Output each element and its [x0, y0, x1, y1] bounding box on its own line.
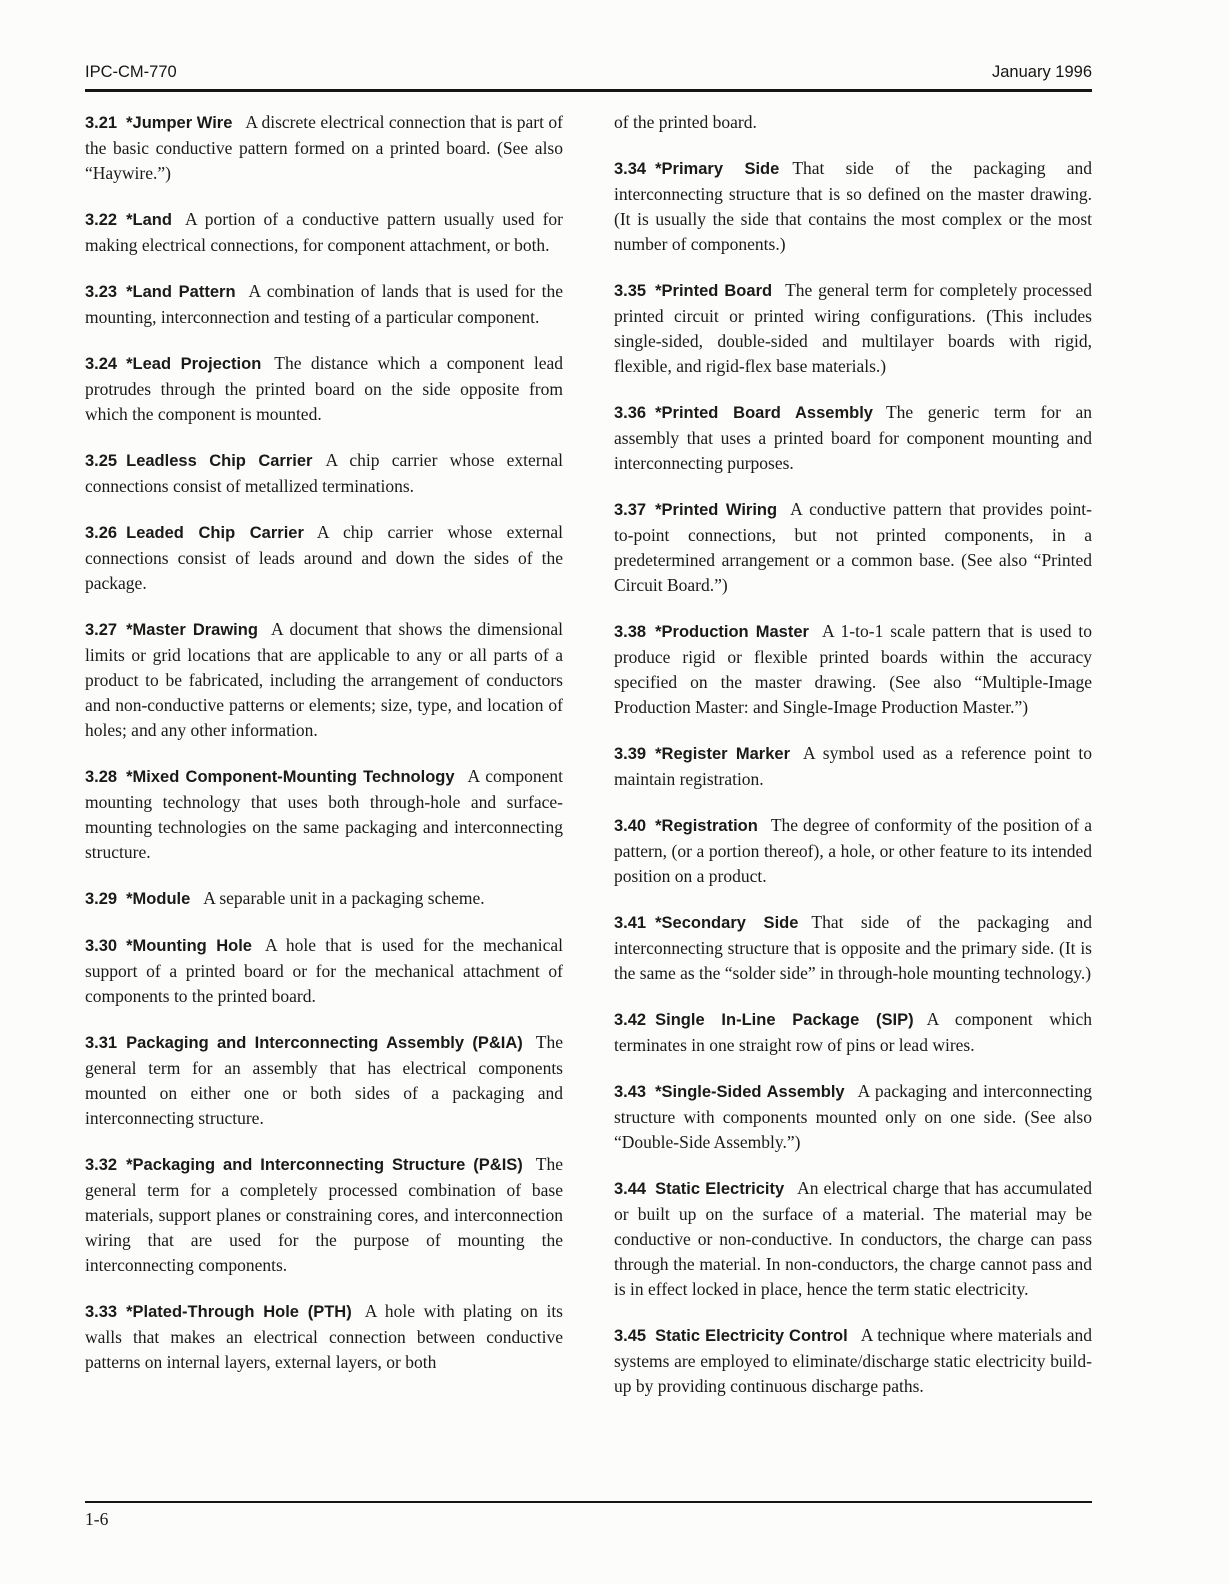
section-number: 3.35 [614, 282, 647, 300]
definition-text: A conductive pattern that provides point-to-point connections, but not printed components, in a predetermined arrangement or a common base. (See also “Printed Circuit Board.”) [614, 499, 1092, 595]
term-name: *Printed Board Assembly [655, 404, 873, 422]
document-id: IPC-CM-770 [85, 63, 177, 81]
definition-text: A combination of lands that is used for the mounting, interconnection and testing of a particular component. [85, 281, 563, 327]
definition-text: That side of the packaging and interconnecting structure that is so defined on the master drawing. (It is usually the side that contains the most complex or the most number of components.) [614, 158, 1092, 254]
term-name: *Land Pattern [126, 283, 236, 301]
definition-entry [614, 1079, 1092, 1155]
definition-text: A hole with plating on its walls that makes an electrical connection between conductive patterns on internal layers, external layers, or both [85, 1301, 563, 1372]
term-name: *Printed Wiring [655, 501, 778, 519]
section-number: 3.32 [85, 1156, 118, 1174]
definition-entry [614, 497, 1092, 598]
term-name: Single In-Line Package (SIP) [655, 1011, 914, 1029]
continuation-text: of the printed board. [614, 112, 757, 132]
section-number: 3.31 [85, 1034, 118, 1052]
definition-entry [614, 741, 1092, 792]
definition-entry [614, 813, 1092, 889]
definition-text: A packaging and interconnecting structure with components mounted only on one side. (See also “Double-Side Assembly.”) [614, 1081, 1092, 1152]
term-name: *Secondary Side [655, 914, 799, 932]
section-number: 3.41 [614, 914, 647, 932]
term-name: *Single-Sided Assembly [655, 1083, 845, 1101]
definition-entry [85, 1152, 563, 1278]
term-name: *Mounting Hole [126, 937, 252, 955]
section-number: 3.38 [614, 623, 647, 641]
term-name: Leadless Chip Carrier [126, 452, 313, 470]
document-date: January 1996 [992, 63, 1092, 81]
definition-entry [614, 1007, 1092, 1058]
section-number: 3.28 [85, 768, 118, 786]
section-number: 3.42 [614, 1011, 647, 1029]
definition-text: A chip carrier whose external connections consist of metallized terminations. [85, 450, 563, 496]
definition-entry [85, 1299, 563, 1375]
header-divider-rule [85, 89, 1092, 92]
section-number: 3.39 [614, 745, 647, 763]
section-number: 3.40 [614, 817, 647, 835]
definition-text: The general term for a completely processed combination of base materials, support planes or constraining cores, and interconnection wiring that are used for the purpose of mounting the interconnecting components. [85, 1154, 563, 1275]
definition-text: The general term for an assembly that has electrical components mounted on either one or both sides of a packaging and interconnecting structure. [85, 1032, 563, 1128]
term-name: *Packaging and Interconnecting Structure (P&IS) [126, 1156, 523, 1174]
definition-entry [85, 933, 563, 1009]
definition-text: A symbol used as a reference point to maintain registration. [614, 743, 1092, 789]
section-number: 3.23 [85, 283, 118, 301]
definition-entry [85, 448, 563, 499]
definition-text: A component mounting technology that uses both through-hole and surface-mounting technologies on the same packaging and interconnecting structure. [85, 766, 563, 862]
definition-entry [614, 910, 1092, 986]
definition-entry [614, 1176, 1092, 1302]
definition-text: An electrical charge that has accumulated or built up on the surface of a material. The material may be conductive or non-conductive. In conductors, the charge can pass through the material. In non-conductors, the charge cannot pass and is in effect locked in place, hence the term static electricity. [614, 1178, 1093, 1299]
glossary-columns [85, 110, 1092, 1420]
definition-entry [85, 110, 563, 186]
definition-entry [85, 886, 563, 912]
definition-entry [85, 207, 563, 258]
definition-text: A chip carrier whose external connections consist of leads around and down the sides of the package. [85, 522, 563, 593]
section-number: 3.29 [85, 890, 118, 908]
footer-divider-rule [85, 1501, 1092, 1503]
term-name: *Lead Projection [126, 355, 262, 373]
section-number: 3.34 [614, 160, 647, 178]
section-number: 3.27 [85, 621, 118, 639]
definition-text: A 1-to-1 scale pattern that is used to produce rigid or flexible printed boards within the accuracy specified on the master drawing. (See also “Multiple-Image Production Master: and Single-Image Production Master.”) [614, 621, 1092, 717]
definition-text: That side of the packaging and interconnecting structure that is opposite and the primary side. (It is the same as the “solder side” in through-hole mounting technology.) [614, 912, 1092, 983]
definition-text: A discrete electrical connection that is part of the basic conductive pattern formed on a printed board. (See also “Haywire.”) [85, 112, 563, 183]
section-number: 3.22 [85, 211, 118, 229]
term-name: Packaging and Interconnecting Assembly (P&IA) [126, 1034, 523, 1052]
definition-entry [614, 619, 1092, 720]
definition-text: A document that shows the dimensional limits or grid locations that are applicable to any or all parts of a product to be fabricated, including the arrangement of conductors and non-conductive patterns or elements; size, type, and location of holes; and any other information. [85, 619, 563, 740]
section-number: 3.43 [614, 1083, 647, 1101]
term-name: Static Electricity [655, 1180, 785, 1198]
definition-text: The degree of conformity of the position of a pattern, (or a portion thereof), a hole, or other feature to its intended position on a product. [614, 815, 1092, 886]
term-name: *Module [126, 890, 191, 908]
right-column [614, 110, 1092, 1420]
definition-entry [85, 351, 563, 427]
definition-entry [614, 400, 1092, 476]
definition-text: A hole that is used for the mechanical support of a printed board or for the mechanical attachment of components to the printed board. [85, 935, 563, 1006]
term-name: Static Electricity Control [655, 1327, 848, 1345]
definition-entry [85, 520, 563, 596]
section-number: 3.45 [614, 1327, 647, 1345]
section-number: 3.36 [614, 404, 647, 422]
section-number: 3.25 [85, 452, 118, 470]
definition-entry [614, 156, 1092, 257]
section-number: 3.21 [85, 114, 118, 132]
section-number: 3.24 [85, 355, 118, 373]
section-number: 3.26 [85, 524, 118, 542]
section-number: 3.37 [614, 501, 647, 519]
term-name: *Jumper Wire [126, 114, 233, 132]
term-name: *Land [126, 211, 172, 229]
section-number: 3.44 [614, 1180, 647, 1198]
term-name: *Master Drawing [126, 621, 258, 639]
definition-text: A technique where materials and systems are employed to eliminate/discharge static electricity build-up by providing continuous discharge paths. [614, 1325, 1092, 1396]
page-number: 1-6 [85, 1509, 109, 1529]
term-name: *Production Master [655, 623, 809, 641]
term-name: *Mixed Component-Mounting Technology [126, 768, 455, 786]
definition-entry [85, 279, 563, 330]
term-name: *Plated-Through Hole (PTH) [126, 1303, 352, 1321]
definition-entry [614, 278, 1092, 379]
definition-text: The distance which a component lead protrudes through the printed board on the side opposite from which the component is mounted. [85, 353, 563, 424]
term-name: Leaded Chip Carrier [126, 524, 304, 542]
definition-text: The generic term for an assembly that uses a printed board for component mounting and interconnecting purposes. [614, 402, 1092, 473]
section-number: 3.33 [85, 1303, 118, 1321]
page-header [85, 63, 1092, 82]
definition-text: A separable unit in a packaging scheme. [203, 888, 485, 908]
term-name: *Primary Side [655, 160, 780, 178]
definition-text: A portion of a conductive pattern usually used for making electrical connections, for component attachment, or both. [85, 209, 563, 255]
left-column [85, 110, 563, 1420]
definition-text: A component which terminates in one straight row of pins or lead wires. [614, 1009, 1093, 1055]
definition-entry [85, 764, 563, 865]
term-name: *Registration [655, 817, 758, 835]
section-number: 3.30 [85, 937, 118, 955]
term-name: *Printed Board [655, 282, 773, 300]
term-name: *Register Marker [655, 745, 790, 763]
definition-entry [85, 1030, 563, 1131]
definition-entry [614, 1323, 1092, 1399]
definition-text: The general term for completely processed printed circuit or printed wiring configurations. (This includes single-sided, double-sided and multilayer boards with rigid, flexible, and rigid-flex base materials.) [614, 280, 1092, 376]
definition-entry [85, 617, 563, 743]
definition-continuation [614, 110, 1092, 135]
